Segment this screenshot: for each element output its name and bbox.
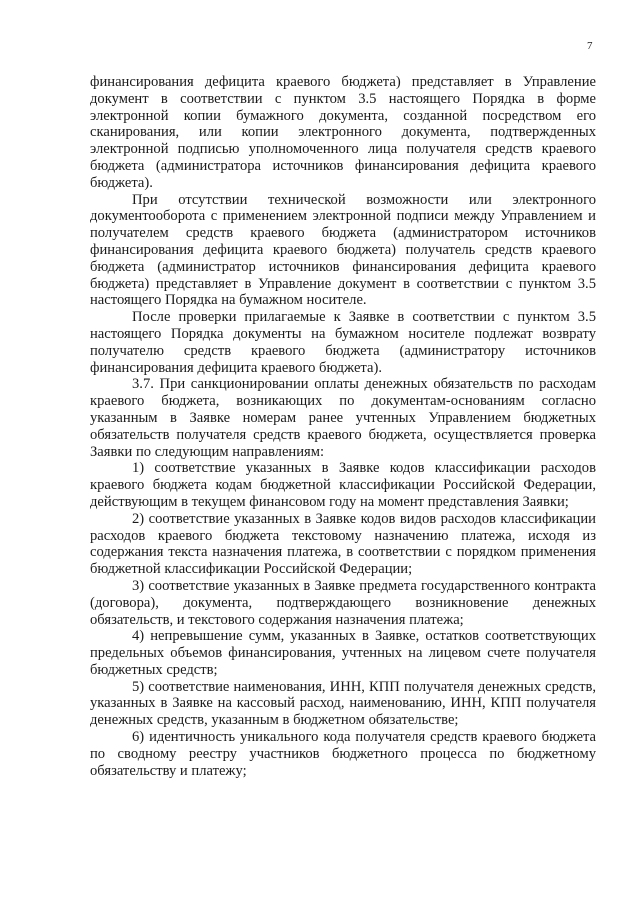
page-number: 7 [587, 40, 593, 52]
paragraph-continuation: финансирования дефицита краевого бюджета) представляет в Управление документ в соответствии с пунктом 3.5 настоящего Порядка в форме электронной копии бумажного документа, созданной посредством его сканирования, или копии электронного документа, подтвержденных электронной подписью уполномоченного лица получателя средств краевого бюджета (администратора источников финансирования дефицита краевого бюджета). [90, 74, 596, 191]
list-item-5: 5) соответствие наименования, ИНН, КПП получателя денежных средств, указанных в Заявке на кассовый расход, наименованию, ИНН, КПП получателя денежных средств, указанным в бюджетном обязательстве; [90, 678, 596, 729]
paragraph-3-7: 3.7. При санкционировании оплаты денежных обязательств по расходам краевого бюджета, возникающих по документам-основаниям согласно указанным в Заявке номерам ранее учтенных Управлением бюджетных обязательств получателя средств краевого бюджета, осуществляется проверка Заявки по следующим направлениям: [90, 376, 596, 460]
paragraph-return-docs: После проверки прилагаемые к Заявке в соответствии с пунктом 3.5 настоящего Порядка документы на бумажном носителе подлежат возврату получателю средств краевого бюджета (администратору источников финансирования дефицита краевого бюджета). [90, 309, 596, 376]
list-item-1: 1) соответствие указанных в Заявке кодов классификации расходов краевого бюджета кодам бюджетной классификации Российской Федерации, действующим в текущем финансовом году на момент представления Заявки; [90, 460, 596, 510]
list-item-4: 4) непревышение сумм, указанных в Заявке, остатков соответствующих предельных объемов финансирования, учтенных на лицевом счете получателя бюджетных средств; [90, 628, 596, 678]
list-item-2: 2) соответствие указанных в Заявке кодов видов расходов классификации расходов краевого бюджета текстовому назначению платежа, исходя из содержания текста назначения платежа, в соответствии с порядком применения бюджетной классификации Российской Федерации; [90, 510, 596, 578]
list-item-6: 6) идентичность уникального кода получателя средств краевого бюджета по сводному реестру участников бюджетного процесса по бюджетному обязательству и платежу; [90, 729, 596, 779]
list-item-3: 3) соответствие указанных в Заявке предмета государственного контракта (договора), документа, подтверждающего возникновение денежных обязательств, и текстового содержания назначения платежа; [90, 577, 596, 628]
paragraph-no-edo: При отсутствии технической возможности или электронного документооборота с применением электронной подписи между Управлением и получателем средств краевого бюджета (администратором источников финансирования дефицита краевого бюджета) получатель средств краевого бюджета (администратор источников финансирования дефицита краевого бюджета) представляет в Управление документ в соответствии с пунктом 3.5 настоящего Порядка на бумажном носителе. [90, 191, 596, 309]
